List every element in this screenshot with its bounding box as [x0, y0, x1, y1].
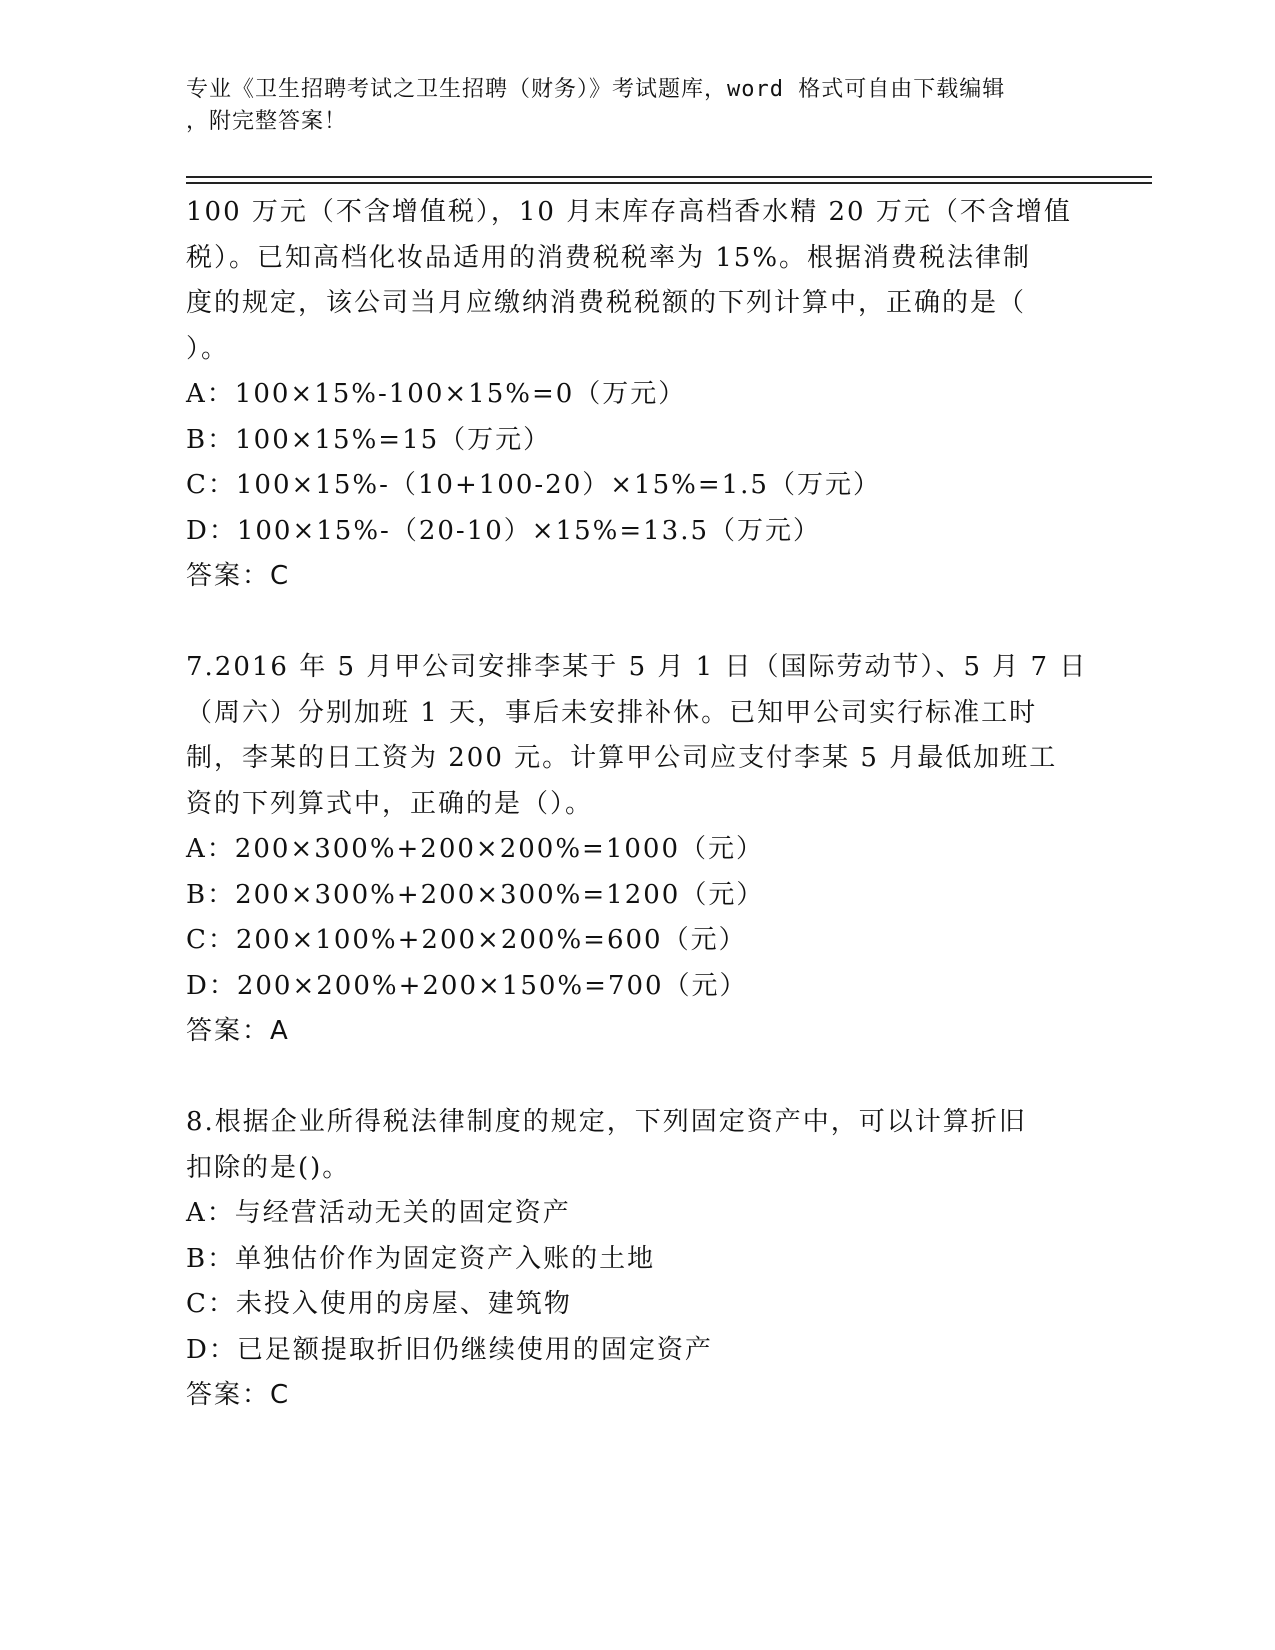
question-stem-line: 资的下列算式中，正确的是（）。: [186, 788, 594, 819]
question-stem-line: （周六）分别加班 1 天，事后未安排补休。已知甲公司实行标准工时: [186, 697, 1038, 728]
question-list: [186, 190, 1086, 1419]
question-stem-line: 度的规定，该公司当月应缴纳消费税税额的下列计算中，正确的是（: [186, 288, 1027, 318]
option-d: D：200×200%+200×150%=700（元）: [186, 970, 748, 1001]
option-c: C：200×100%+200×200%=600（元）: [186, 925, 747, 955]
question-stem-line: 100 万元（不含增值税），10 月末库存高档香水精 20 万元（不含增值: [186, 197, 1072, 227]
header-divider: [186, 182, 1152, 184]
option-d: D：100×15%-（20-10）×15%=13.5（万元）: [186, 515, 822, 546]
option-a: A：200×300%+200×200%=1000（元）: [186, 834, 764, 864]
header-line: 专业《卫生招聘考试之卫生招聘（财务）》考试题库，word 格式可自由下载编辑: [186, 77, 1006, 102]
option-c: C：100×15%-（10+100-20）×15%=1.5（万元）: [186, 470, 881, 500]
question-stem-line: ）。: [186, 333, 230, 364]
option-b: B：200×300%+200×300%=1200（元）: [186, 879, 765, 910]
option-d: D：已足额提取折旧仍继续使用的固定资产: [186, 1334, 713, 1365]
header-line: ，附完整答案！: [186, 109, 348, 134]
question-stem-line: 扣除的是()。: [186, 1152, 351, 1183]
question-spacer: [186, 600, 1086, 646]
question-8: [186, 1100, 1086, 1419]
answer-label: 答案：C: [186, 561, 291, 591]
option-b: B：100×15%=15（万元）: [186, 424, 552, 455]
question-stem-line: 7.2016 年 5 月甲公司安排李某于 5 月 1 日（国际劳动节）、5 月 7 日: [186, 652, 1088, 682]
answer-label: 答案：A: [186, 1016, 290, 1046]
question-stem-line: 制，李某的日工资为 200 元。计算甲公司应支付李某 5 月最低加班工: [186, 743, 1058, 773]
option-c: C：未投入使用的房屋、建筑物: [186, 1289, 572, 1319]
option-a: A：100×15%-100×15%=0（万元）: [186, 379, 687, 409]
option-b: B：单独估价作为固定资产入账的土地: [186, 1243, 656, 1274]
document-header: [186, 74, 1066, 138]
question-spacer: [186, 1055, 1086, 1101]
question-6: [186, 190, 1086, 600]
question-stem-line: 8.根据企业所得税法律制度的规定，下列固定资产中，可以计算折旧: [186, 1107, 1027, 1137]
question-7: [186, 645, 1086, 1055]
option-a: A：与经营活动无关的固定资产: [186, 1198, 571, 1228]
question-stem-line: 税）。已知高档化妆品适用的消费税税率为 15%。根据消费税法律制: [186, 242, 1032, 273]
header-divider: [186, 176, 1152, 178]
answer-label: 答案：C: [186, 1380, 291, 1410]
